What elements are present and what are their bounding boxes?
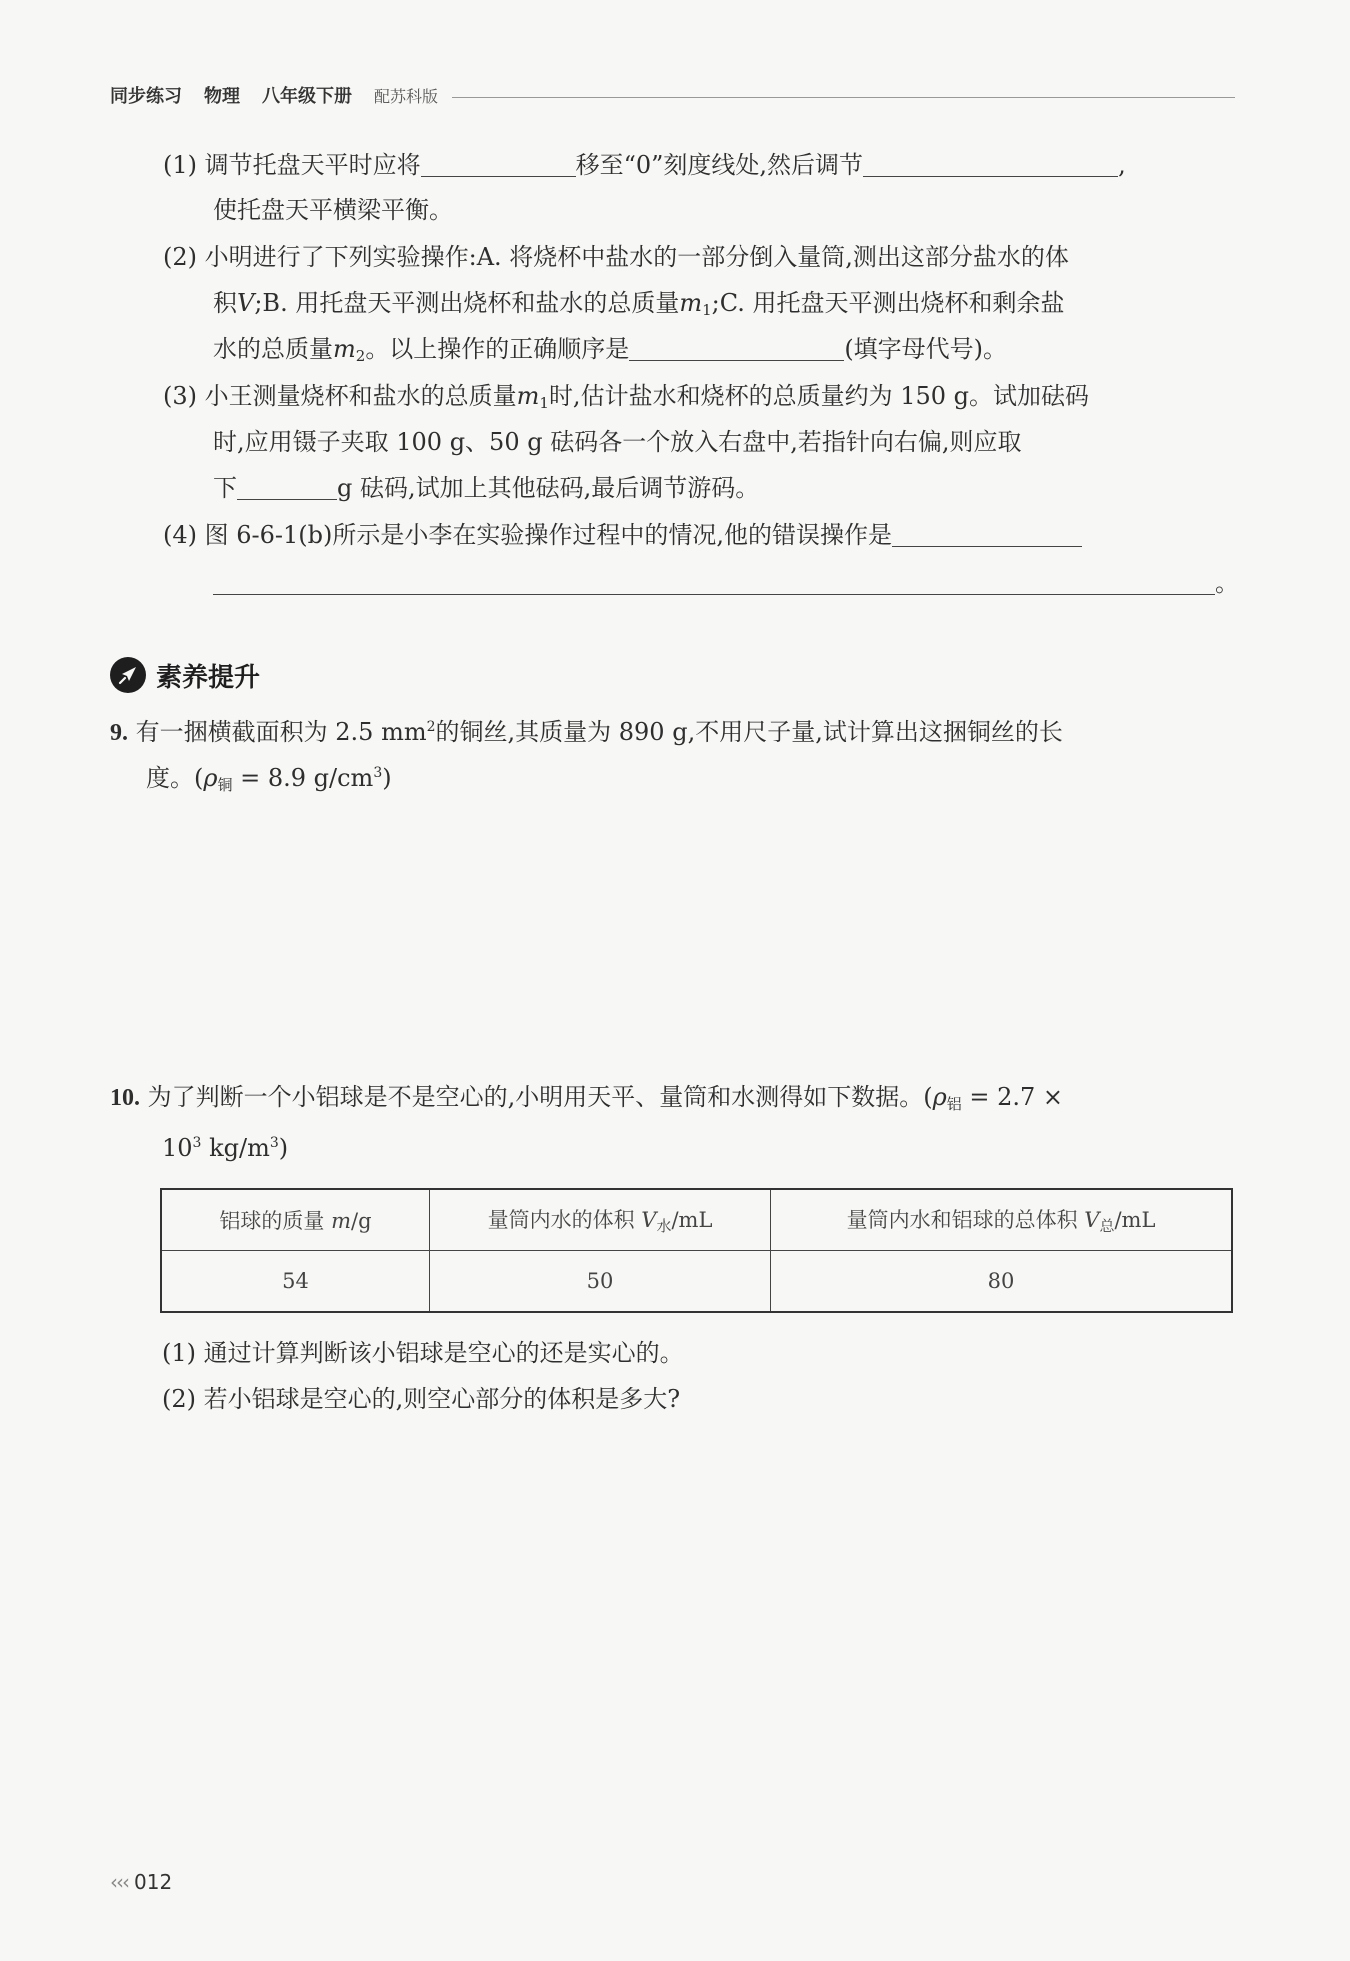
header-rule xyxy=(452,97,1235,98)
question-number: 9. xyxy=(110,720,128,746)
variable: V xyxy=(1084,1208,1100,1232)
subscript: 水 xyxy=(656,1217,672,1235)
text: 的铜丝,其质量为 890 g,不用尺子量,试计算出这捆铜丝的长 xyxy=(435,718,1063,746)
table-header-row xyxy=(161,1189,1232,1251)
q9-line1 xyxy=(110,710,1063,750)
question-number: 10. xyxy=(110,1085,140,1111)
subscript: 总 xyxy=(1099,1217,1115,1235)
answer-blank[interactable] xyxy=(863,152,1118,177)
subscript: 2 xyxy=(355,347,366,365)
text: 。以上操作的正确顺序是 xyxy=(365,335,630,363)
variable: m xyxy=(331,1209,352,1233)
text: ) xyxy=(382,764,392,792)
q10-line2 xyxy=(162,1126,288,1165)
text: (填字母代号)。 xyxy=(844,335,1008,363)
chevrons-icon: ‹‹‹ xyxy=(110,1870,128,1894)
q10-sub1: (1) 通过计算判断该小铝球是空心的还是实心的。 xyxy=(162,1339,684,1367)
text: 。 xyxy=(1215,569,1239,597)
text: (3) 小王测量烧杯和盐水的总质量 xyxy=(163,382,517,410)
rocket-icon xyxy=(110,657,146,693)
table-header-cell xyxy=(430,1189,771,1251)
rho-symbol: ρ xyxy=(203,764,218,792)
answer-blank[interactable] xyxy=(892,522,1082,547)
answer-blank[interactable] xyxy=(421,152,576,177)
page-number: 012 xyxy=(134,1870,173,1894)
text: 度。( xyxy=(146,764,204,792)
text: = 2.7 × xyxy=(961,1083,1064,1111)
q8-part1-comma: , xyxy=(1118,151,1126,179)
table-cell: 80 xyxy=(771,1251,1233,1313)
text: 积 xyxy=(213,289,237,317)
text: 10 xyxy=(162,1134,193,1162)
answer-blank[interactable] xyxy=(237,475,337,500)
text: (4) 图 6-6-1(b)所示是小李在实验操作过程中的情况,他的错误操作是 xyxy=(163,521,892,549)
text: 量筒内水和铝球的总体积 xyxy=(846,1208,1085,1232)
text: 有一捆横截面积为 2.5 mm xyxy=(135,718,427,746)
text: 时,估计盐水和烧杯的总质量约为 150 g。试加砝码 xyxy=(548,382,1089,410)
q10-sub2: (2) 若小铝球是空心的,则空心部分的体积是多大? xyxy=(162,1385,681,1413)
superscript: 3 xyxy=(192,1135,202,1151)
text: /mL xyxy=(671,1208,713,1232)
rho-symbol: ρ xyxy=(932,1083,947,1111)
subscript: 1 xyxy=(702,301,712,319)
variable: V xyxy=(641,1208,657,1232)
q9-line2 xyxy=(146,756,392,802)
q8-part2-line2 xyxy=(213,286,1065,327)
q8-part3-line3 xyxy=(213,471,759,505)
page-header xyxy=(110,80,1235,110)
q8-part1-line2: 使托盘天平横梁平衡。 xyxy=(213,196,453,224)
q8-part1-line1 xyxy=(163,148,1126,182)
table-row xyxy=(161,1251,1232,1313)
q8-part2-line1: (2) 小明进行了下列实验操作:A. 将烧杯中盐水的一部分倒入量筒,测出这部分盐水的体 xyxy=(163,243,1069,271)
section-heading xyxy=(110,655,260,695)
header-edition: 配苏科版 xyxy=(374,86,439,106)
q8-part2-line3 xyxy=(213,332,1007,373)
q10-line1 xyxy=(110,1080,1063,1121)
q8-part3-line1 xyxy=(163,379,1089,420)
answer-blank[interactable] xyxy=(629,336,844,361)
text: 下 xyxy=(213,474,237,502)
q8-part3-line2: 时,应用镊子夹取 100 g、50 g 砝码各一个放入右盘中,若指针向右偏,则应取 xyxy=(213,428,1022,456)
subscript: 1 xyxy=(539,394,549,412)
text: kg/m xyxy=(201,1134,270,1162)
table-cell: 54 xyxy=(161,1251,430,1313)
superscript: 2 xyxy=(426,719,436,735)
data-table xyxy=(160,1188,1233,1313)
q8-part4-line1 xyxy=(163,518,1082,552)
table-header-cell xyxy=(161,1189,430,1251)
header-grade: 八年级下册 xyxy=(262,86,352,107)
variable: V xyxy=(237,289,255,317)
text: ;C. 用托盘天平测出烧杯和剩余盐 xyxy=(711,289,1065,317)
subscript: 铝 xyxy=(946,1095,962,1113)
variable: m xyxy=(679,289,703,317)
text: 水的总质量 xyxy=(213,335,333,363)
text: ;B. 用托盘天平测出烧杯和盐水的总质量 xyxy=(254,289,680,317)
table-header-cell xyxy=(771,1189,1233,1251)
text: ) xyxy=(278,1134,289,1162)
q8-part1-text-mid: 移至“0”刻度线处,然后调节 xyxy=(575,151,864,179)
text: 量筒内水的体积 xyxy=(487,1208,642,1232)
q8-part4-line2 xyxy=(213,566,1239,600)
text: = 8.9 g/cm xyxy=(232,764,374,792)
section-title: 素养提升 xyxy=(156,662,261,693)
subscript: 铜 xyxy=(217,776,233,794)
superscript: 3 xyxy=(269,1135,279,1151)
variable: m xyxy=(333,335,356,363)
header-series: 同步练习 xyxy=(110,86,182,107)
text: g 砝码,试加上其他砝码,最后调节游码。 xyxy=(337,474,760,502)
superscript: 3 xyxy=(373,765,383,781)
text: 铝球的质量 xyxy=(219,1209,332,1233)
q8-part1-text: (1) 调节托盘天平时应将 xyxy=(163,151,421,179)
variable: m xyxy=(516,382,540,410)
text: 为了判断一个小铝球是不是空心的,小明用天平、量筒和水测得如下数据。( xyxy=(147,1083,933,1111)
table-cell: 50 xyxy=(430,1251,771,1313)
text: /mL xyxy=(1114,1208,1156,1232)
page-footer xyxy=(110,1870,172,1894)
answer-blank[interactable] xyxy=(213,570,1215,595)
text: /g xyxy=(351,1209,372,1233)
header-subject: 物理 xyxy=(204,86,240,107)
